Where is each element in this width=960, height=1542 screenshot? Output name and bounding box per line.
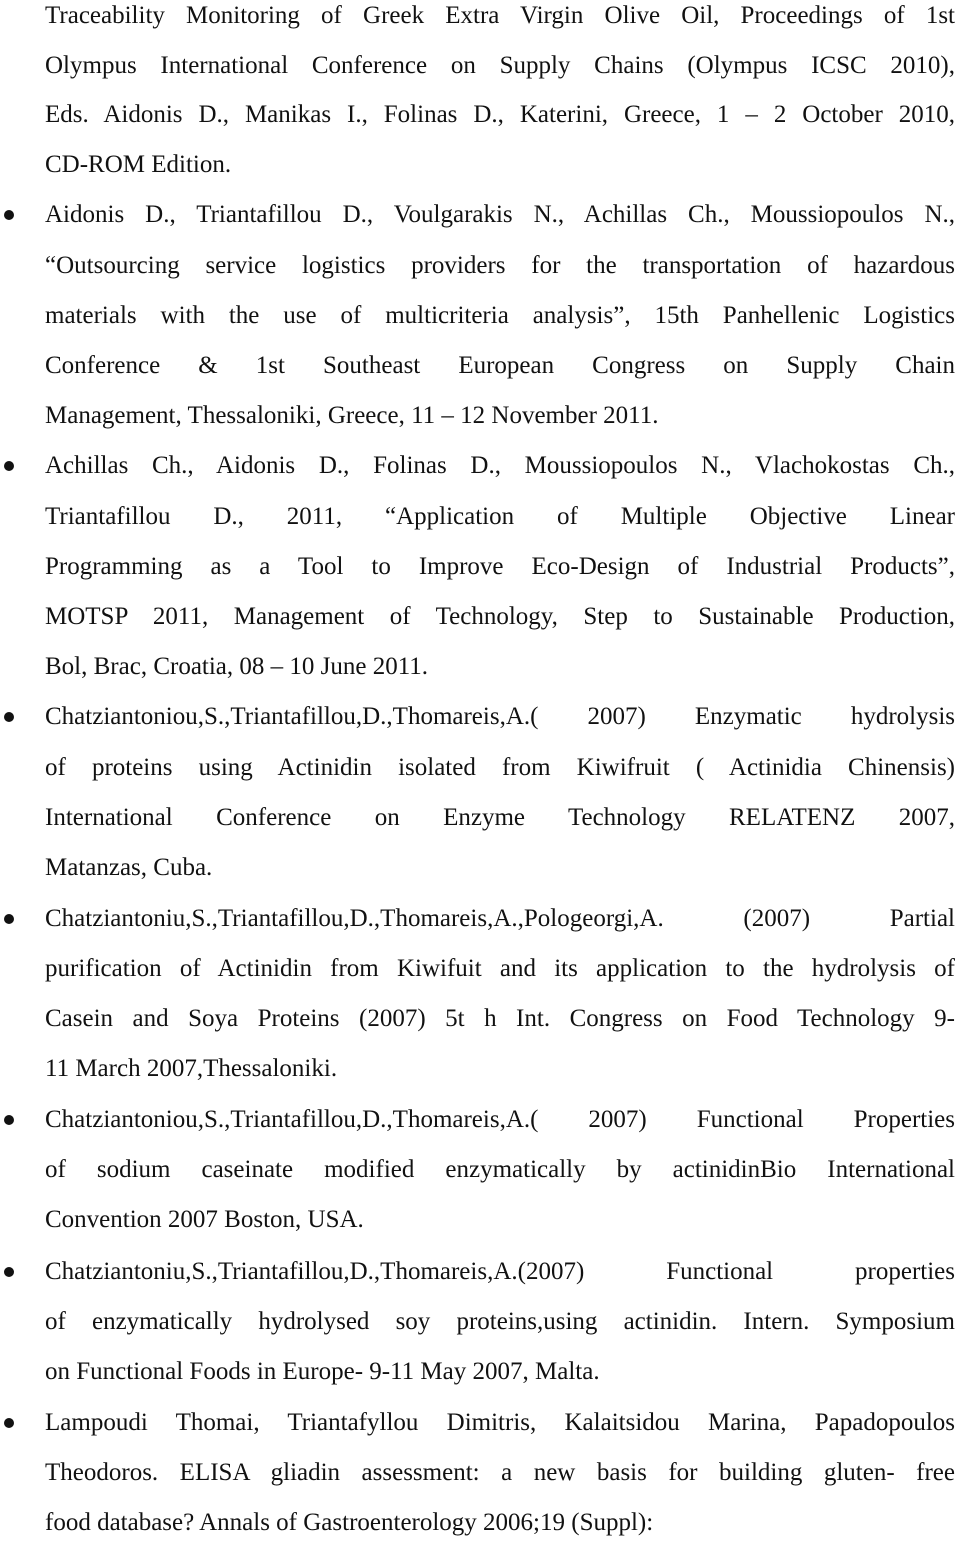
reference-line: Convention 2007 Boston, USA. [45, 1206, 364, 1233]
bullet-icon [4, 210, 14, 220]
reference-line: Chatziantoniu,S.,Triantafillou,D.,Thomareis,A.,Pologeorgi,A. (2007) Partial [45, 905, 955, 932]
reference-line: “Outsourcing service logistics providers for the transportation of hazardous [45, 252, 955, 279]
reference-line: Casein and Soya Proteins (2007) 5t h Int. Congress on Food Technology 9- [45, 1005, 955, 1032]
reference-line: Conference & 1st Southeast European Congress on Supply Chain [45, 352, 955, 379]
reference-line: MOTSP 2011, Management of Technology, Step to Sustainable Production, [45, 603, 955, 630]
reference-line: Chatziantoniou,S.,Triantafillou,D.,Thomareis,A.( 2007) Functional Properties [45, 1106, 955, 1133]
reference-line: Chatziantoniu,S.,Triantafillou,D.,Thomareis,A.(2007) Functional properties [45, 1258, 955, 1285]
reference-line: on Functional Foods in Europe- 9-11 May 2007, Malta. [45, 1358, 600, 1385]
reference-line: materials with the use of multicriteria analysis”, 15th Panhellenic Logistics [45, 302, 955, 329]
bullet-icon [4, 461, 14, 471]
reference-line: Triantafillou D., 2011, “Application of Multiple Objective Linear [45, 503, 955, 530]
reference-line: Achillas Ch., Aidonis D., Folinas D., Moussiopoulos N., Vlachokostas Ch., [45, 452, 955, 479]
reference-line: purification of Actinidin from Kiwifuit and its application to the hydrolysis of [45, 955, 955, 982]
bullet-icon [4, 1267, 14, 1277]
bullet-icon [4, 712, 14, 722]
reference-line: Traceability Monitoring of Greek Extra Virgin Olive Oil, Proceedings of 1st [45, 2, 955, 29]
reference-line: Olympus International Conference on Supply Chains (Olympus ICSC 2010), [45, 52, 955, 79]
reference-line: food database? Annals of Gastroenterology 2006;19 (Suppl): [45, 1509, 654, 1536]
reference-line: Aidonis D., Triantafillou D., Voulgarakis N., Achillas Ch., Moussiopoulos N., [45, 201, 955, 228]
reference-line: 11 March 2007,Thessaloniki. [45, 1055, 338, 1082]
reference-line: International Conference on Enzyme Technology RELATENZ 2007, [45, 804, 955, 831]
reference-line: of enzymatically hydrolysed soy proteins,using actinidin. Intern. Symposium [45, 1308, 955, 1335]
bullet-icon [4, 1418, 14, 1428]
reference-line: Programming as a Tool to Improve Eco-Design of Industrial Products”, [45, 553, 955, 580]
reference-line: Bol, Brac, Croatia, 08 – 10 June 2011. [45, 653, 429, 680]
reference-line: Lampoudi Thomai, Triantafyllou Dimitris, Kalaitsidou Marina, Papadopoulos [45, 1409, 955, 1436]
reference-line: Management, Thessaloniki, Greece, 11 – 12 November 2011. [45, 402, 659, 429]
reference-line: of sodium caseinate modified enzymatically by actinidinBio International [45, 1156, 955, 1183]
bullet-icon [4, 1115, 14, 1125]
bullet-icon [4, 914, 14, 924]
reference-line: Chatziantoniou,S.,Triantafillou,D.,Thomareis,A.( 2007) Enzymatic hydrolysis [45, 703, 955, 730]
reference-line: CD-ROM Edition. [45, 151, 232, 178]
reference-line: Theodoros. ELISA gliadin assessment: a new basis for building gluten- free [45, 1459, 955, 1486]
reference-line: Eds. Aidonis D., Manikas I., Folinas D., Katerini, Greece, 1 – 2 October 2010, [45, 101, 955, 128]
reference-line: of proteins using Actinidin isolated from Kiwifruit ( Actinidia Chinensis) [45, 754, 955, 781]
reference-line: Matanzas, Cuba. [45, 854, 213, 881]
